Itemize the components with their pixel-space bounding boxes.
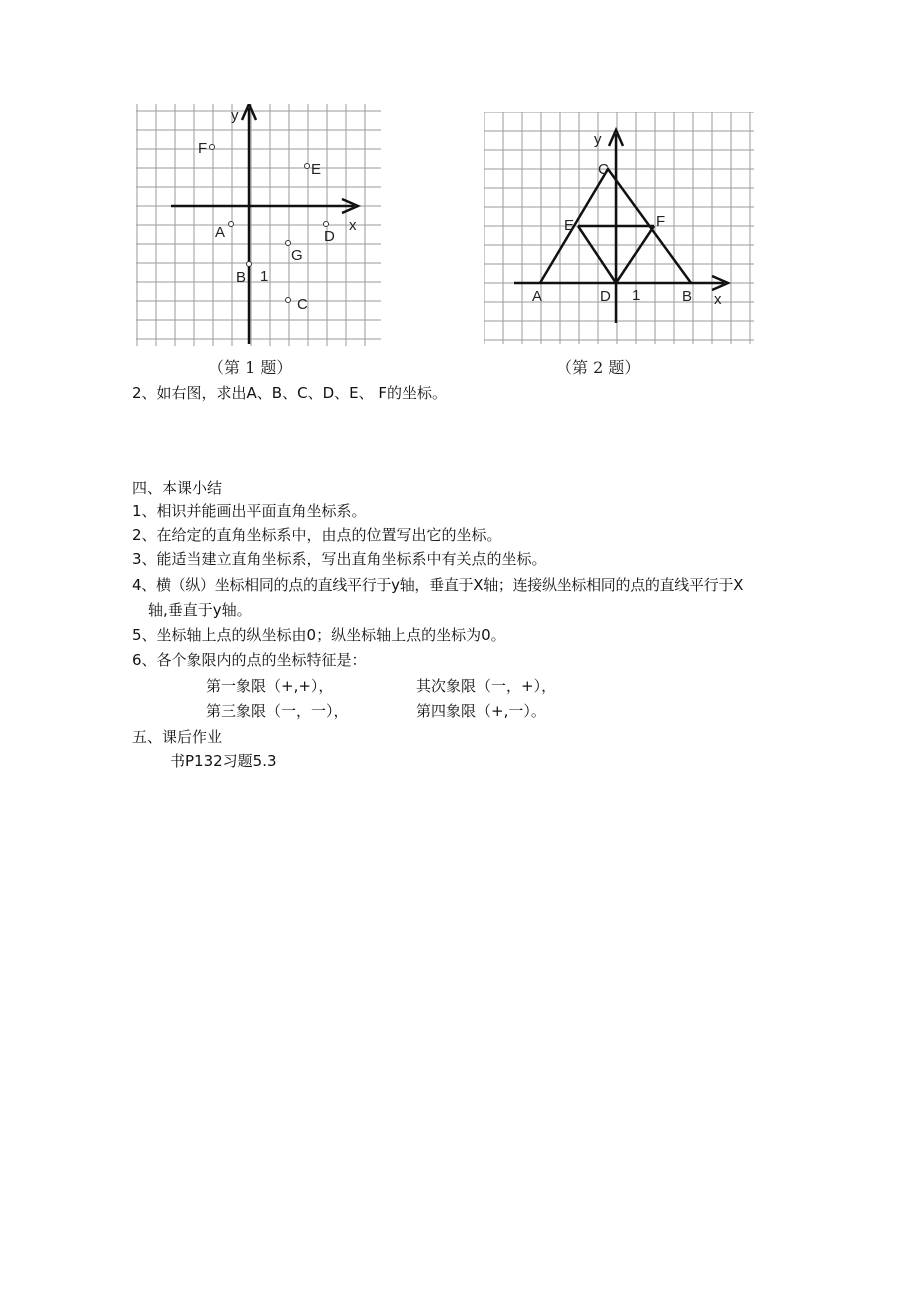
figure-2-graph	[484, 112, 754, 344]
quadrant-3: 第三象限（一，一），	[206, 702, 349, 720]
point-F-label: F	[198, 140, 208, 157]
segment-ED	[578, 226, 616, 283]
figure-2	[484, 112, 754, 344]
point-E-label: E	[311, 161, 322, 178]
point-C-label: C	[297, 296, 308, 313]
quadrant-4: 第四象限（+,一）。	[416, 702, 546, 720]
x-axis-label-1: x	[349, 217, 357, 234]
summary-item-5: 5、坐标轴上点的纵坐标由0；纵坐标轴上点的坐标为0。	[132, 626, 506, 644]
question-2: 2、如右图，求出A、B、C、D、E、 F的坐标。	[132, 384, 447, 402]
segment-FD	[616, 226, 654, 283]
point-D-label-2: D	[600, 288, 611, 305]
point-A	[229, 222, 234, 227]
point-F	[210, 145, 215, 150]
homework-text: 书P132习题5.3	[170, 752, 277, 770]
point-C-label-2: C	[598, 161, 609, 178]
grid-2	[484, 112, 754, 344]
point-B	[247, 262, 252, 267]
quadrant-2: 其次象限（一，+），	[416, 677, 557, 695]
point-E-label-2: E	[564, 217, 575, 234]
unit-label-1: 1	[260, 268, 269, 285]
summary-item-4-line-1: 4、横（纵）坐标相同的点的直线平行于y轴，垂直于X轴；连接纵坐标相同的点的直线平行于X	[132, 576, 744, 594]
summary-item-6: 6、各个象限内的点的坐标特征是：	[132, 651, 367, 669]
point-G-label: G	[291, 247, 303, 264]
point-B-label: B	[236, 269, 247, 286]
summary-heading: 四、本课小结	[132, 479, 223, 497]
point-F-label-2: F	[656, 213, 666, 230]
grid-1	[136, 104, 381, 346]
figure-2-caption: （第 2 题）	[556, 358, 641, 377]
figure-1	[136, 104, 381, 346]
summary-item-2: 2、在给定的直角坐标系中，由点的位置写出它的坐标。	[132, 526, 502, 544]
summary-item-1: 1、相识并能画出平面直角坐标系。	[132, 502, 367, 520]
summary-item-3: 3、能适当建立直角坐标系，写出直角坐标系中有关点的坐标。	[132, 550, 547, 568]
point-G	[286, 241, 291, 246]
point-A-label: A	[215, 224, 226, 241]
x-axis-label-2: x	[714, 291, 722, 308]
y-axis-label-2: y	[594, 131, 602, 148]
point-A-label-2: A	[532, 288, 543, 305]
figure-1-caption: （第 1 题）	[208, 358, 293, 377]
point-C	[286, 298, 291, 303]
point-D-label: D	[324, 228, 335, 245]
point-D	[324, 222, 329, 227]
unit-label-2: 1	[632, 287, 641, 304]
point-E	[305, 164, 310, 169]
point-B-label-2: B	[682, 288, 693, 305]
y-axis-label-1: y	[231, 107, 239, 124]
figure-1-graph	[136, 104, 381, 346]
summary-item-4-line-2: 轴,垂直于y轴。	[148, 601, 252, 619]
quadrant-1: 第一象限（+,+），	[206, 677, 334, 695]
homework-heading: 五、课后作业	[132, 728, 223, 746]
